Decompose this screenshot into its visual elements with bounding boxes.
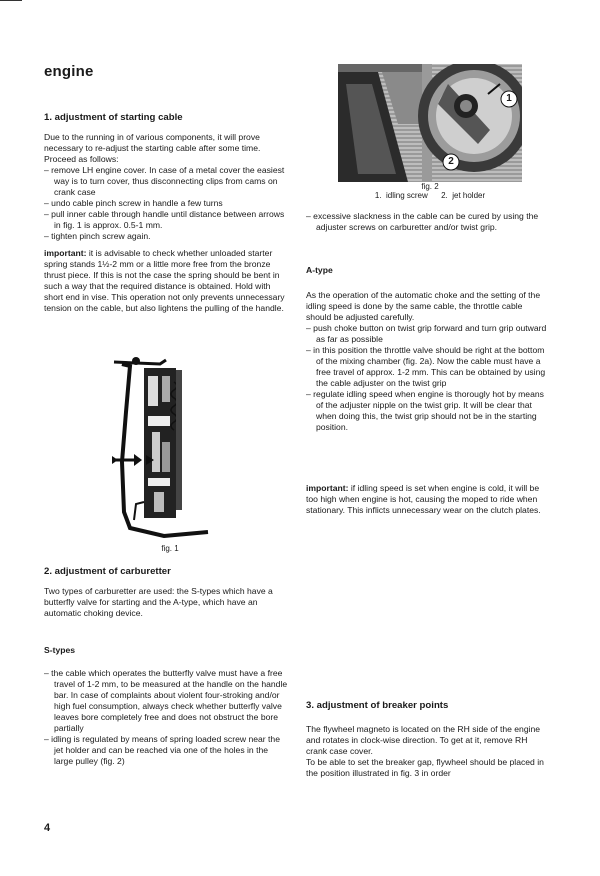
section3-heading: 3. adjustment of breaker points [306,700,449,711]
list-item: – in this position the throttle valve should be right at the bottom of the mixing chamber (fig. 2a). Now the cable must have a free travel of approx. 1-2 mm. This can be obtained by using the cable adjuster on the twist grip [306,345,550,389]
page-title: engine [44,63,94,80]
atype-list [306,323,550,433]
section2-heading: 2. adjustment of carburetter [44,566,171,577]
atype-intro: As the operation of the automatic choke and the setting of the idling speed is done by the same cable, the throttle cable should be adjusted carefully. [306,290,541,322]
atype-block [306,265,550,433]
list-item: – excessive slackness in the cable can be cured by using the adjuster screws on carburetter and/or twist grip. [306,211,550,233]
atype-important [306,483,550,516]
section-breaker-points [306,700,550,779]
list-item: – pull inner cable through handle until distance between arrows in fig. 1 is approx. 0.5-1 mm. [44,209,288,231]
fig2-marker-1: 1 [506,93,512,104]
section-starting-cable [44,112,288,314]
important-label: important: [306,483,349,493]
list-item: – regulate idling speed when engine is thorougly hot by means of the adjuster nipple on the twist grip. It will be clear that when doing this, the twist grip should not be in the starting position. [306,389,550,433]
fig1-illustration [108,352,228,538]
page-number: 4 [44,822,51,834]
fig2-marker-2: 2 [448,156,454,167]
list-item: – remove LH engine cover. In case of a metal cover the easiest way is to turn cover, thus disconnecting clips from cams on crank case [44,165,288,198]
section1-heading: 1. adjustment of starting cable [44,112,183,123]
section3-text: The flywheel magneto is located on the RH side of the engine and rotates in clock-wise direction. To get at it, remove RH crank case cover. [306,724,541,757]
stypes-list [44,668,288,767]
slack-note [306,211,550,233]
list-item: – push choke button on twist grip forward and turn grip outward as far as possible [306,323,550,345]
section1-important [44,248,288,314]
important-text: if idling speed is set when engine is cold, it will be too high when engine is hot, causing the moped to ride when stationary. This inflicts unnecessary wear on the clutch plates. [306,483,541,515]
page-corner-mark [0,0,22,1]
section2-intro: Two types of carburetter are used: the S-types which have a butterfly valve for starting and the A-type, which have an automatic choking device. [44,586,273,619]
fig2-caption: fig. 2 [421,182,439,191]
list-item: – undo cable pinch screw in handle a few turns [44,198,288,209]
list-item: – the cable which operates the butterfly valve must have a free travel of 1-2 mm, to be measured at the handle on the handle bar. In case of complaints about violent four-stroking and/or high fuel consumption, always check whether butterfly valve leaves bore completely free and does not obstruct the bore partially [44,668,288,734]
important-text: it is advisable to check whether unloaded starter spring stands 1½-2 mm or a little more free from the bronze thrust piece. If this is not the case the spring should be bent in such a way that the required distance is obtained. Hold with short end in vise. This operation not only prevents unnecessary tension on the cable, but also lightens the pulling of the handle. [44,248,285,314]
list-item: – idling is regulated by means of spring loaded screw near the jet holder and can be reached via one of the holes in the large pulley (fig. 2) [44,734,288,767]
section1-steps [44,165,288,242]
section1-intro: Due to the running in of various components, it will prove necessary to re-adjust the starting cable after some time. Proceed as follows: [44,132,261,165]
fig2-legend: 1. idling screw 2. jet holder [374,191,486,200]
section-carburetter [44,566,288,619]
important-label: important: [44,248,87,259]
section3-text2: To be able to set the breaker gap, flywheel should be placed in the position illustrated in fig. 3 in order [306,757,544,779]
list-item: – tighten pinch screw again. [44,231,288,242]
fig1-caption: fig. 1 [161,544,179,553]
stypes-block [44,645,288,767]
stypes-heading: S-types [44,645,76,655]
atype-heading: A-type [306,265,333,275]
fig2-photo [338,64,522,182]
